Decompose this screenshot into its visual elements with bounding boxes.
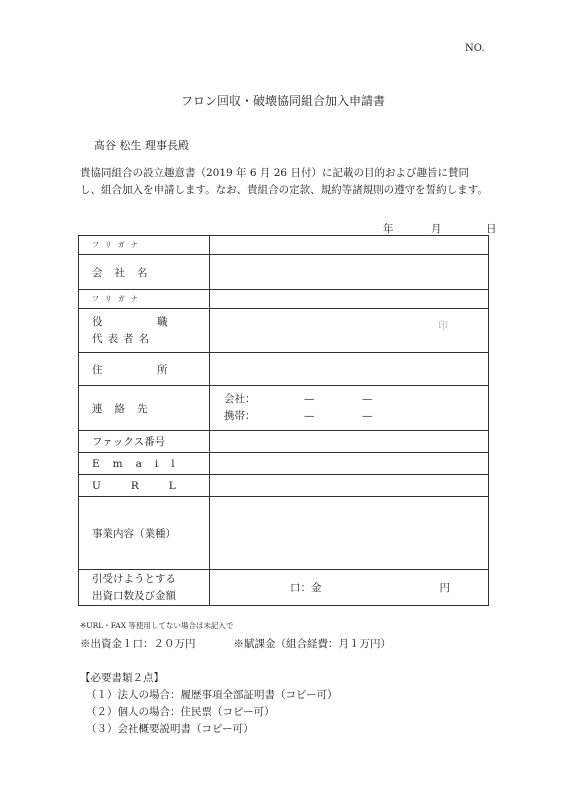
note-fees [80,636,391,651]
furigana-field-2[interactable] [210,290,489,309]
contact-mobile-dash-1: — [304,410,315,422]
contact-mobile-dash-2: — [362,410,373,422]
business-label: 事業内容（業種） [79,497,210,570]
furigana-label-1: フリガナ [79,236,210,255]
required-documents-heading: 【必要書類２点】 [80,672,164,684]
table-row [79,497,489,570]
document-title: フロン回収・破壊協同組合加入申請書 [180,94,385,108]
table-row [79,431,489,453]
contact-company-dash-2: — [362,393,373,405]
list-item: （１）法人の場合：履歴事項全部証明書（コピー可） [86,689,338,701]
required-documents [80,670,338,738]
contact-company-label: 会社： [224,393,256,405]
furigana-field-1[interactable] [210,236,489,255]
shares-field[interactable] [210,570,489,606]
body-text: 貴協同組合の設立趣意書（2019 年 6 月 26 日付）に記載の目的および趣旨に賛同し、組合加入を申請します。なお、貴組合の定款、規約等諸規則の遵守を誓約します。 [80,167,488,196]
position-label: 役 職 [92,315,190,328]
table-row [79,353,489,386]
seal-mark: 印 [438,321,448,332]
representative-name-label: 代表者名 [92,332,154,345]
date-year: 年 [383,223,394,235]
contact-company-dash-1: — [304,393,315,405]
table-row [79,309,489,353]
date-day: 日 [486,223,497,235]
list-item: （３）会社概要説明書（コピー可） [86,723,254,735]
note-url-fax: ※URL・FAX 等使用してない場合は未記入で [80,621,234,630]
table-row [79,453,489,475]
table-row [79,570,489,606]
url-field[interactable] [210,475,489,497]
note-monthly-fee: ※賦課金（組合経費：月１万円） [233,638,391,650]
table-row [79,236,489,255]
representative-label [79,309,210,353]
contact-field[interactable] [210,386,489,431]
business-field[interactable] [210,497,489,570]
date-month: 月 [431,223,442,235]
shares-label-line1: 引受けようとする [92,572,176,585]
url-label: URL [79,475,210,497]
shares-yen-unit: 円 [439,582,450,594]
shares-label-line2: 出資口数及び金額 [92,589,176,602]
address-label: 住 所 [79,353,210,386]
application-form-table [78,235,489,606]
note-investment: ※出資金１口：２０万円 [80,638,196,650]
representative-field[interactable] [210,309,489,353]
company-name-label: 会社名 [79,255,210,290]
table-row [79,475,489,497]
date-line [383,221,497,236]
shares-label [79,570,210,606]
table-row [79,386,489,431]
fax-label: ファックス番号 [79,431,210,453]
fax-field[interactable] [210,431,489,453]
email-field[interactable] [210,453,489,475]
addressee: 髙谷 松生 理事長殿 [94,139,189,152]
address-field[interactable] [210,353,489,386]
list-item: （２）個人の場合：住民票（コピー可） [86,706,275,718]
shares-unit-prefix: 口：金 [290,582,322,594]
document-number-label: NO. [465,43,485,54]
contact-mobile-label: 携帯： [224,410,256,422]
email-label: Email [79,453,210,475]
table-row [79,290,489,309]
company-name-field[interactable] [210,255,489,290]
contact-label: 連絡先 [79,386,210,431]
table-row [79,255,489,290]
furigana-label-2: フリガナ [79,290,210,309]
